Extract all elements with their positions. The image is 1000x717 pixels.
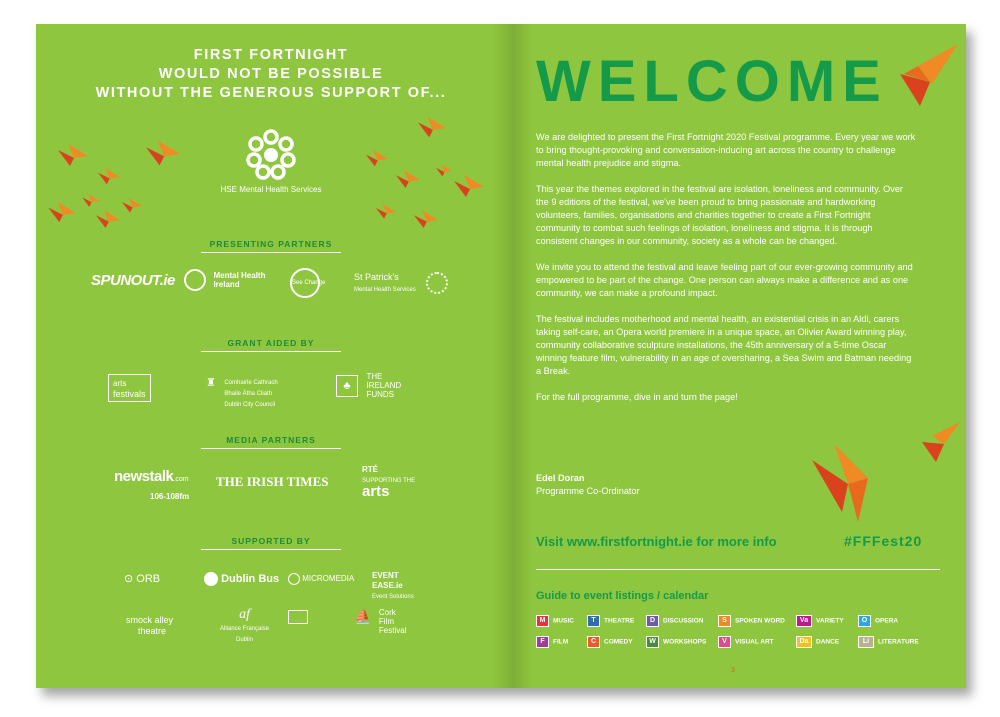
hse-icon xyxy=(244,127,298,181)
harp-icon: ♣ xyxy=(336,375,358,397)
hashtag: #FFFest20 xyxy=(844,533,923,549)
film-badge-icon: F xyxy=(536,636,549,648)
ship-icon: ⛵ xyxy=(354,608,372,624)
paragraph: The festival includes motherhood and mental health, an existential crisis in an Aldi, carers taking self-care, an Opera world premiere in a unique space, an Olivier Award winning play, community collaborative sculpture installations, the 45th anniversary of a 5-time Oscar winning feature film, vulnerability in an age of oversharing, a Sea Swim and Batman needing a Break. xyxy=(536,314,912,376)
origami-bird-icon xyxy=(436,164,452,178)
paragraph: For the full programme, dive in and turn the page! xyxy=(536,392,738,402)
page-number: 3 xyxy=(731,667,735,674)
divider xyxy=(201,252,341,253)
theatre-badge-icon: T xyxy=(587,615,600,627)
supported-by-heading: SUPPORTED BY xyxy=(231,536,311,546)
st-patricks-logo: St Patrick's Mental Health Services xyxy=(354,271,448,294)
comedy-badge-icon: C xyxy=(587,636,600,648)
legend-item-music: M MUSIC xyxy=(536,615,574,628)
paragraph: This year the themes explored in the festival are isolation, loneliness and community. Over the 9 editions of the festival, we've been proud to bring passionate and hardworking volunteers, families, organisations and charities together to create a First Fortnight community to combat such feelings of isolation, loneliness and stigma. It is through consistent changes in our community, society as a whole can be changed. xyxy=(536,184,903,246)
origami-bird-icon xyxy=(376,204,396,220)
legend-item-variety: Va VARIETY xyxy=(796,615,844,628)
dublin-bus-logo: Dublin Bus xyxy=(204,572,279,586)
brochure-spread xyxy=(36,24,966,688)
legend-item-film: F FILM xyxy=(536,636,568,649)
legend-item-spoken-word: S SPOKEN WORD xyxy=(718,615,785,628)
orb-icon: ⊙ xyxy=(124,573,134,585)
sunburst-icon xyxy=(426,272,448,294)
spoken-word-badge-icon: S xyxy=(718,615,731,627)
origami-bird-icon xyxy=(96,210,120,230)
music-badge-icon: M xyxy=(536,615,549,627)
spunout-logo: SPUNOUT.ie xyxy=(91,272,175,289)
workshops-badge-icon: W xyxy=(646,636,659,648)
building-icon xyxy=(288,610,308,624)
origami-bird-icon xyxy=(414,210,438,230)
grant-aided-heading: GRANT AIDED BY xyxy=(227,338,315,348)
opera-badge-icon: O xyxy=(858,615,871,627)
visit-line: Visit www.firstfortnight.ie for more info xyxy=(536,534,777,549)
institute-logo xyxy=(288,610,308,629)
paragraph: We are delighted to present the First Fortnight 2020 Festival programme. Every year we work to bring thought-provoking and conversation-inducing art across the country to challenge mental health prejudice and stigma. xyxy=(536,132,916,168)
literature-badge-icon: Li xyxy=(858,636,874,648)
origami-bird-icon xyxy=(122,198,142,214)
paragraph: We invite you to attend the festival and leave feeling part of our ever-growing community and empowered to be part of the change. One person can always make a difference and as one community, we can make a profound impact. xyxy=(536,262,913,298)
origami-bird-icon xyxy=(48,202,76,224)
legend-item-visual-art: V VISUAL ART xyxy=(718,636,774,649)
presenting-partners-heading: PRESENTING PARTNERS xyxy=(209,239,333,249)
signature-name: Edel Doran xyxy=(536,473,585,483)
dublin-city-council-logo: ♜ Comhairle Cathrach Bhaile Átha Cliath Dublin City Council xyxy=(206,377,278,408)
micromedia-logo: MICROMEDIA xyxy=(288,573,354,585)
irish-times-logo: THE IRISH TIMES xyxy=(216,474,329,489)
support-title: FIRST FORTNIGHT WOULD NOT BE POSSIBLE WITHOUT THE GENEROUS SUPPORT OF... xyxy=(95,47,447,101)
origami-bird-icon xyxy=(922,422,960,462)
see-change-logo: See Change xyxy=(290,268,320,298)
divider xyxy=(201,448,341,449)
origami-bird-icon xyxy=(454,174,484,200)
variety-badge-icon: Va xyxy=(796,615,812,627)
event-ease-logo: EVENT EASE.ie Event Solutions xyxy=(372,571,414,600)
castle-icon: ♜ xyxy=(206,377,216,389)
origami-bird-icon xyxy=(82,194,100,208)
discussion-badge-icon: D xyxy=(646,615,659,627)
page-spine xyxy=(493,24,533,688)
arts-council-logo: arts festivals xyxy=(108,374,151,402)
divider xyxy=(201,351,341,352)
smock-alley-logo: smock alley theatre xyxy=(126,615,174,636)
newstalk-logo: newstalk.com 106-108fm xyxy=(114,468,190,501)
origami-bird-icon xyxy=(418,116,446,140)
orb-logo: ⊙ ORB xyxy=(124,573,161,585)
origami-bird-icon xyxy=(900,44,958,106)
website-link[interactable]: www.firstfortnight.ie xyxy=(566,534,693,549)
fingerprint-icon xyxy=(184,269,206,291)
guide-heading: Guide to event listings / calendar xyxy=(536,590,709,602)
origami-bird-icon xyxy=(146,140,180,168)
legend-item-comedy: C COMEDY xyxy=(587,636,633,649)
legend-item-workshops: W WORKSHOPS xyxy=(646,636,706,649)
welcome-heading: WELCOME xyxy=(536,49,888,114)
visual-art-badge-icon: V xyxy=(718,636,731,648)
divider xyxy=(536,569,940,570)
mental-health-ireland-logo: Mental Health Ireland xyxy=(184,269,265,291)
bus-icon xyxy=(204,572,218,586)
origami-bird-icon xyxy=(366,150,388,168)
legend-item-dance: Da DANCE xyxy=(796,636,839,649)
ireland-funds-logo: ♣ THE IRELAND FUNDS xyxy=(336,372,401,399)
signature xyxy=(536,472,640,498)
origami-bird-icon xyxy=(812,444,890,522)
origami-bird-icon xyxy=(58,144,88,168)
cork-film-festival-logo: ⛵ Cork Film Festival xyxy=(354,608,407,635)
alliance-francaise-logo: af Alliance Française Dublin xyxy=(220,607,270,643)
micromedia-icon xyxy=(288,573,300,585)
hse-logo xyxy=(196,127,346,194)
legend-item-opera: O OPERA xyxy=(858,615,898,628)
media-partners-heading: MEDIA PARTNERS xyxy=(226,435,316,445)
origami-bird-icon xyxy=(98,168,120,186)
legend-item-literature: Li LITERATURE xyxy=(858,636,919,649)
welcome-body xyxy=(536,131,916,417)
divider xyxy=(201,549,341,550)
dance-badge-icon: Da xyxy=(796,636,812,648)
legend-item-theatre: T THEATRE xyxy=(587,615,634,628)
origami-bird-icon xyxy=(396,170,420,190)
hse-label: HSE Mental Health Services xyxy=(220,185,322,194)
signature-title: Programme Co-Ordinator xyxy=(536,486,640,496)
rte-arts-logo: RTÉ SUPPORTING THE arts xyxy=(362,465,416,500)
legend-item-discussion: D DISCUSSION xyxy=(646,615,703,628)
